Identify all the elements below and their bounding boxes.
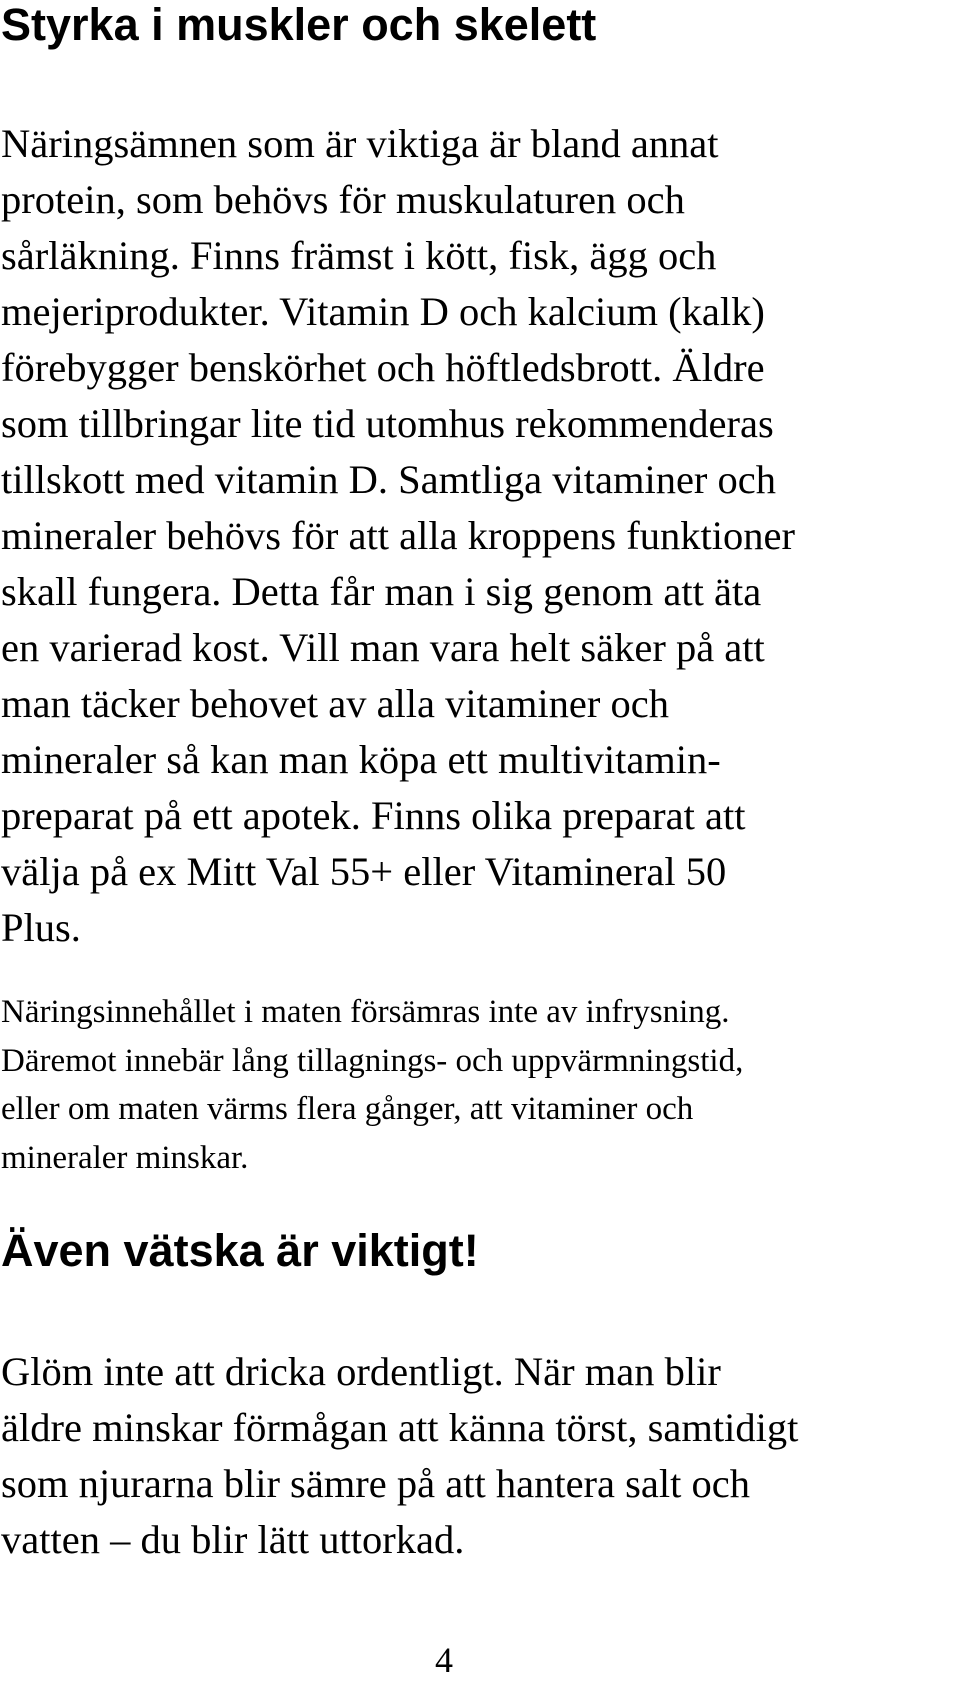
page-number [0, 1640, 960, 1680]
text-line: förebygger benskörhet och höftledsbrott. Äldre [1, 345, 765, 390]
text-line: en varierad kost. Vill man vara helt säker på att [1, 625, 765, 670]
text-line: skall fungera. Detta får man i sig genom att äta [1, 569, 762, 614]
text-line: välja på ex Mitt Val 55+ eller Vitamineral 50 [1, 849, 727, 894]
text-line: äldre minskar förmågan att känna törst, samtidigt [1, 1405, 799, 1450]
text-line: Däremot innebär lång tillagnings- och uppvärmningstid, [1, 1042, 744, 1079]
text-line: protein, som behövs för muskulaturen och [1, 177, 685, 222]
text-line: sårläkning. Finns främst i kött, fisk, ägg och [1, 233, 717, 278]
text-line: Näringsinnehållet i maten försämras inte av infrysning. [1, 994, 730, 1030]
text-line: vatten – du blir lätt uttorkad. [1, 1517, 465, 1562]
text-line: eller om maten värms flera gånger, att vitaminer och [1, 1091, 694, 1127]
text-line: tillskott med vitamin D. Samtliga vitaminer och [1, 457, 777, 502]
text-line: mineraler så kan man köpa ett multivitamin- [1, 737, 721, 782]
text-line: som tillbringar lite tid utomhus rekommenderas [1, 401, 774, 446]
page-number-text: 4 [435, 1640, 453, 1680]
text-line: mineraler minskar. [1, 1139, 249, 1176]
text-line: Plus. [1, 905, 81, 950]
text-line: man täcker behovet av alla vitaminer och [1, 681, 669, 726]
text-line: mejeriprodukter. Vitamin D och kalcium (kalk) [1, 289, 765, 334]
paragraph-nutrients [1, 116, 959, 956]
text-line: som njurarna blir sämre på att hantera salt och [1, 1461, 750, 1506]
section-heading-strength: Styrka i muskler och skelett [1, 0, 597, 50]
text-line: preparat på ett apotek. Finns olika preparat att [1, 793, 746, 838]
section-heading-fluids: Även vätska är viktigt! [1, 1225, 479, 1276]
paragraph-hydration [1, 1344, 959, 1568]
paragraph-freezing [1, 988, 959, 1182]
text-line: Glöm inte att dricka ordentligt. När man blir [1, 1349, 721, 1394]
text-line: mineraler behövs för att alla kroppens funktioner [1, 513, 795, 558]
text-line: Näringsämnen som är viktiga är bland annat [1, 121, 719, 166]
